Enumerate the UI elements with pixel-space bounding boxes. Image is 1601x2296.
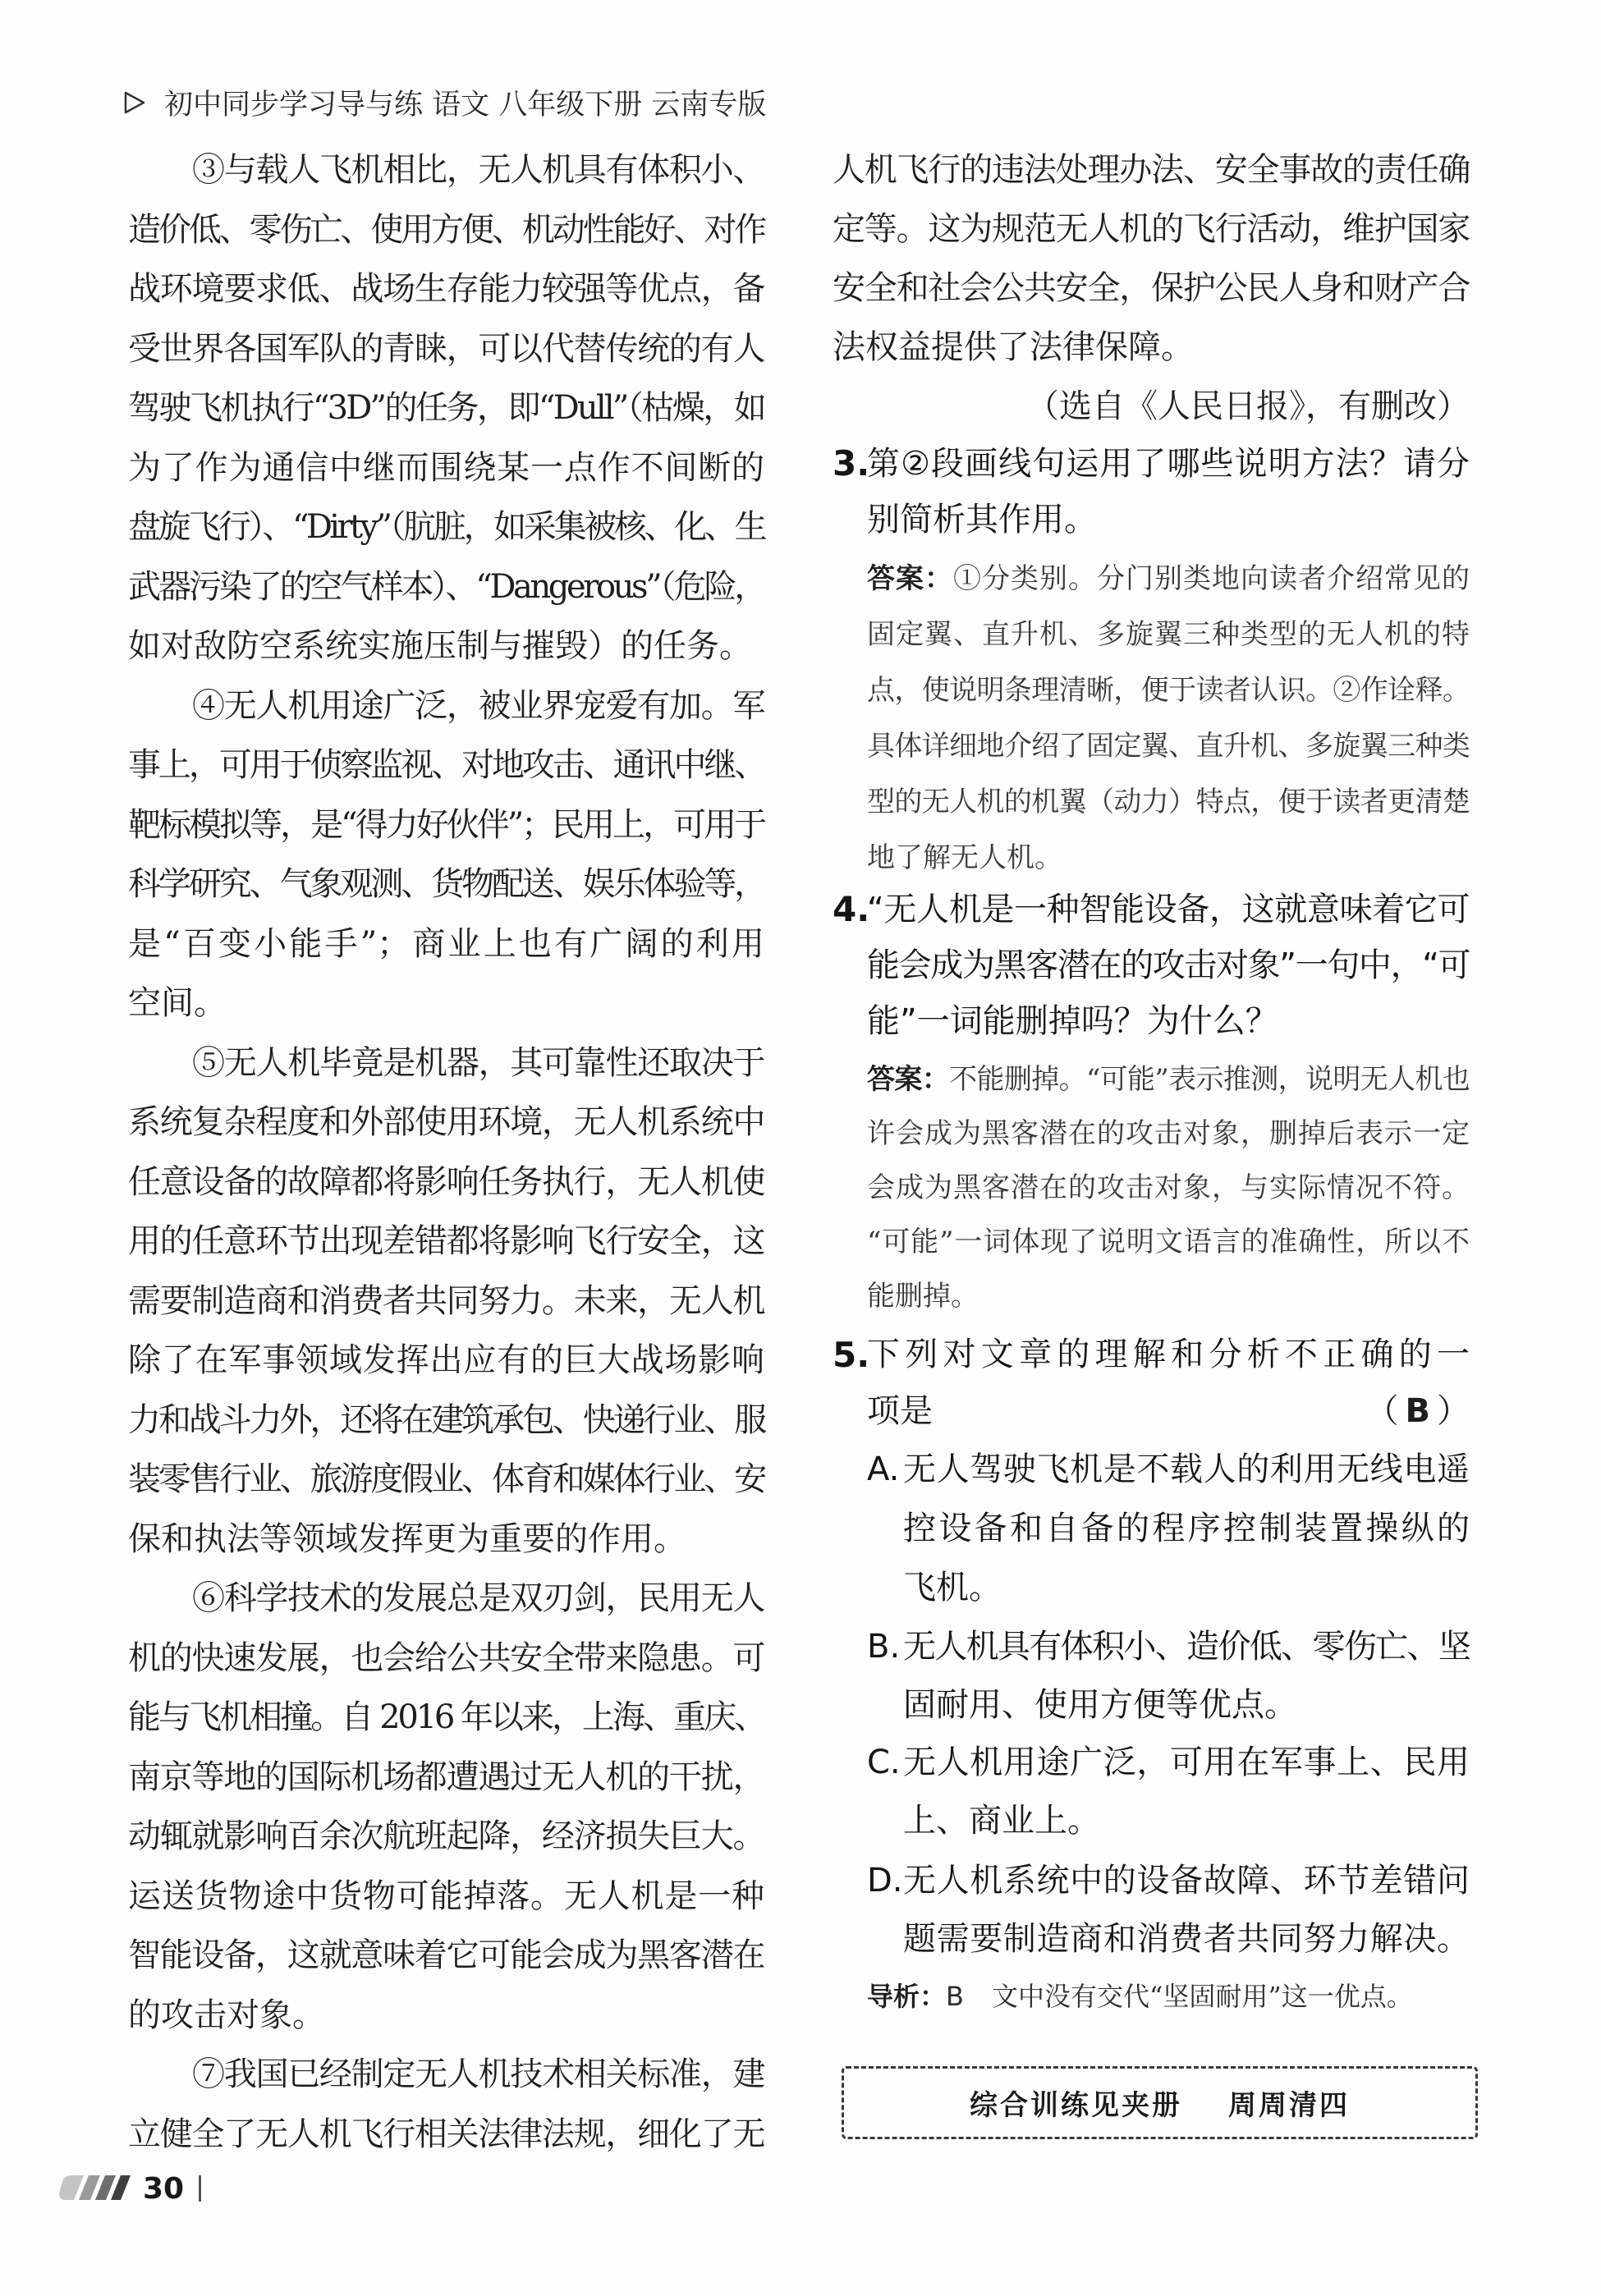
text-line: 立健全了无人机飞行相关法律法规，细化了无 <box>128 2115 764 2153</box>
text-line: 武器污染了的空气样本）、“Dangerous”（危险， <box>128 567 764 606</box>
text-line: 靶标模拟等，是“得力好伙伴”；民用上，可用于 <box>128 805 764 844</box>
text-line: 造价低、零伤亡、使用方便、机动性能好、对作 <box>128 210 764 249</box>
question-4 <box>833 882 1470 1049</box>
page-footer <box>56 2170 201 2207</box>
text-line: 驾驶飞机执行“3D”的任务，即“Dull”（枯燥，如 <box>128 389 764 427</box>
text-line: 盘旋飞行）、“Dirty”（肮脏，如采集被核、化、生 <box>128 508 764 546</box>
option-letter: D. <box>867 1862 903 1900</box>
text-line: 需要制造商和消费者共同努力。未来，无人机 <box>128 1281 764 1320</box>
bracket-close: ） <box>1437 1392 1470 1430</box>
answer-line: 具体详细地介绍了固定翼、直升机、多旋翼三种类 <box>867 730 1470 763</box>
text-line: 南京等地的国际机场都遭遇过无人机的干扰， <box>128 1758 764 1796</box>
practice-box-text-left: 综合训练见夹册 <box>970 2089 1182 2122</box>
answer-text: 不能删掉。“可能”表示推测，说明无人机也 <box>949 1063 1470 1096</box>
answer-line: 地了解无人机。 <box>867 841 1062 874</box>
answer-label: 答案： <box>867 562 953 595</box>
answer-line: 会成为黑客潜在的攻击对象，与实际情况不符。 <box>867 1171 1470 1204</box>
text-line: 是“百变小能手”；商业上也有广阔的利用 <box>128 924 764 963</box>
question-line: 能会成为黑客潜在的攻击对象”一句中，“可 <box>867 946 1470 984</box>
text-line: ⑦我国已经制定无人机技术相关标准，建 <box>192 2055 764 2093</box>
text-line: 受世界各国军队的青睐，可以代替传统的有人 <box>128 329 764 368</box>
text-line: 定等。这为规范无人机的飞行活动，维护国家 <box>833 210 1470 248</box>
chosen-answer: B <box>1405 1392 1430 1430</box>
question-number: 3. <box>833 443 870 483</box>
answer-label: 答案： <box>867 1063 950 1096</box>
text-line: 任意设备的故障都将影响任务执行，无人机使 <box>128 1162 764 1201</box>
question-line: “无人机是一种智能设备，这就意味着它可 <box>867 891 1470 928</box>
answer-analysis <box>867 1968 1470 2024</box>
analysis-answer: B <box>946 1981 964 2012</box>
option-line: 固耐用、使用方便等优点。 <box>903 1686 1297 1724</box>
article-right-column <box>833 140 1470 436</box>
option-letter: B. <box>867 1628 901 1666</box>
running-header <box>123 80 766 125</box>
option-a <box>867 1440 1470 1617</box>
text-line: 力和战斗力外，还将在建筑承包、快递行业、服 <box>128 1400 764 1439</box>
text-line: ⑥科学技术的发展总是双刃剑，民用无人 <box>192 1579 764 1617</box>
answer-line <box>867 1052 1470 1107</box>
question-number: 4. <box>833 889 870 929</box>
page-number-divider <box>199 2175 201 2202</box>
question-number: 5. <box>833 1335 870 1375</box>
option-line: 飞机。 <box>903 1569 1002 1606</box>
paragraph-5 <box>128 1033 764 1570</box>
text-line: 为了作为通信中继而围绕某一点作不间断的 <box>128 448 764 487</box>
text-line: 能与飞机相撞。自 2016 年以来，上海、重庆、 <box>128 1698 764 1736</box>
option-line: 控设备和自备的程序控制装置操纵的 <box>903 1510 1470 1547</box>
answer-choice-bracket <box>1314 1383 1470 1440</box>
answer-line: 能删掉。 <box>867 1280 979 1313</box>
option-c <box>867 1734 1470 1850</box>
text-line: 科学研究、气象观测、货物配送、娱乐体验等， <box>128 865 764 903</box>
practice-box-text-right: 周周清四 <box>1228 2089 1350 2122</box>
article-source: （选自《人民日报》，有删改） <box>1026 387 1470 425</box>
play-triangle-icon <box>123 90 146 115</box>
option-letter: A. <box>867 1450 900 1488</box>
text-line: 用的任意环节出现差错都将影响飞行安全，这 <box>128 1222 764 1260</box>
question-3 <box>833 436 1470 548</box>
answer-4 <box>867 1052 1470 1323</box>
practice-reference-box <box>842 2066 1478 2139</box>
text-line: 事上，可用于侦察监视、对地攻击、通讯中继、 <box>128 746 764 784</box>
option-line: 无人驾驶飞机是不载人的利用无线电遥 <box>903 1450 1470 1488</box>
text-line: 战环境要求低、战场生存能力较强等优点，备 <box>128 270 764 308</box>
answer-line: 型的无人机的机翼（动力）特点，便于读者更清楚 <box>867 786 1470 818</box>
question-line: 能”一词能删掉吗？为什么？ <box>867 1002 1278 1040</box>
text-line: 装零售行业、旅游度假业、体育和媒体行业、安 <box>128 1460 764 1498</box>
answer-3 <box>867 551 1470 886</box>
slash-stripes-icon <box>56 2174 135 2203</box>
option-line: 题需要制造商和消费者共同努力解决。 <box>903 1920 1470 1958</box>
text-line: 智能设备，这就意味着它可能会成为黑客潜在 <box>128 1936 764 1974</box>
bracket-open: （ <box>1365 1392 1399 1430</box>
text-line: ⑤无人机毕竟是机器，其可靠性还取决于 <box>192 1043 764 1082</box>
option-letter: C. <box>867 1744 901 1781</box>
text-line: 除了在军事领域发挥出应有的巨大战场影响 <box>128 1341 764 1379</box>
paragraph-3 <box>128 140 764 676</box>
answer-line: 许会成为黑客潜在的攻击对象，删掉后表示一定 <box>867 1117 1470 1150</box>
text-line: 人机飞行的违法处理办法、安全事故的责任确 <box>833 151 1470 189</box>
text-line: 系统复杂程度和外部使用环境，无人机系统中 <box>128 1103 764 1141</box>
text-line: 机的快速发展，也会给公共安全带来隐患。可 <box>128 1638 764 1677</box>
text-line: 法权益提供了法律保障。 <box>833 328 1194 366</box>
paragraph-4 <box>128 676 764 1033</box>
question-line: 下列对文章的理解和分析不正确的一 <box>867 1336 1470 1373</box>
option-d <box>867 1852 1470 1968</box>
paragraph-7 <box>128 2045 764 2164</box>
answer-line: “可能”一词体现了说明文语言的准确性，所以不 <box>867 1226 1470 1258</box>
option-line: 无人机具有体积小、造价低、零伤亡、坚 <box>903 1628 1470 1666</box>
option-b <box>867 1618 1470 1735</box>
text-line: 动辄就影响百余次航班起降，经济损失巨大。 <box>128 1817 764 1855</box>
text-line: 保和执法等领域发挥更为重要的作用。 <box>128 1519 686 1558</box>
text-line: 的攻击对象。 <box>128 1996 325 2034</box>
text-line: 如对敌防空系统实施压制与摧毁）的任务。 <box>128 627 752 665</box>
header-title: 初中同步学习导与练 语文 八年级下册 云南专版 <box>164 89 767 121</box>
text-line: 运送货物途中货物可能掉落。无人机是一种 <box>128 1877 764 1915</box>
answer-text: ①分类别。分门别类地向读者介绍常见的 <box>953 562 1470 595</box>
question-line: 第②段画线句运用了哪些说明方法？请分 <box>867 445 1470 483</box>
option-line: 无人机系统中的设备故障、环节差错问 <box>903 1862 1470 1900</box>
answer-line: 点，使说明条理清晰，便于读者认识。②作诠释。 <box>867 674 1470 707</box>
question-line: 别简析其作用。 <box>867 501 1097 538</box>
paragraph-6 <box>128 1569 764 2045</box>
answer-line: 固定翼、直升机、多旋翼三种类型的无人机的特 <box>867 618 1470 651</box>
text-line: 安全和社会公共安全，保护公民人身和财产合 <box>833 269 1470 307</box>
answer-line <box>867 551 1470 607</box>
page-number: 30 <box>143 2171 185 2206</box>
analysis-label: 导析： <box>867 1981 947 2012</box>
question-line: 项是 <box>867 1392 933 1430</box>
option-line: 无人机用途广泛，可用在军事上、民用 <box>903 1744 1470 1781</box>
text-line: 空间。 <box>128 984 227 1022</box>
article-left-column <box>128 140 764 2164</box>
option-line: 上、商业上。 <box>903 1802 1100 1840</box>
text-line: ④无人机用途广泛，被业界宠爱有加。军 <box>192 686 764 725</box>
text-line: ③与载人飞机相比，无人机具有体积小、 <box>192 151 764 189</box>
analysis-text: 文中没有交代“坚固耐用”这一优点。 <box>991 1981 1413 2012</box>
